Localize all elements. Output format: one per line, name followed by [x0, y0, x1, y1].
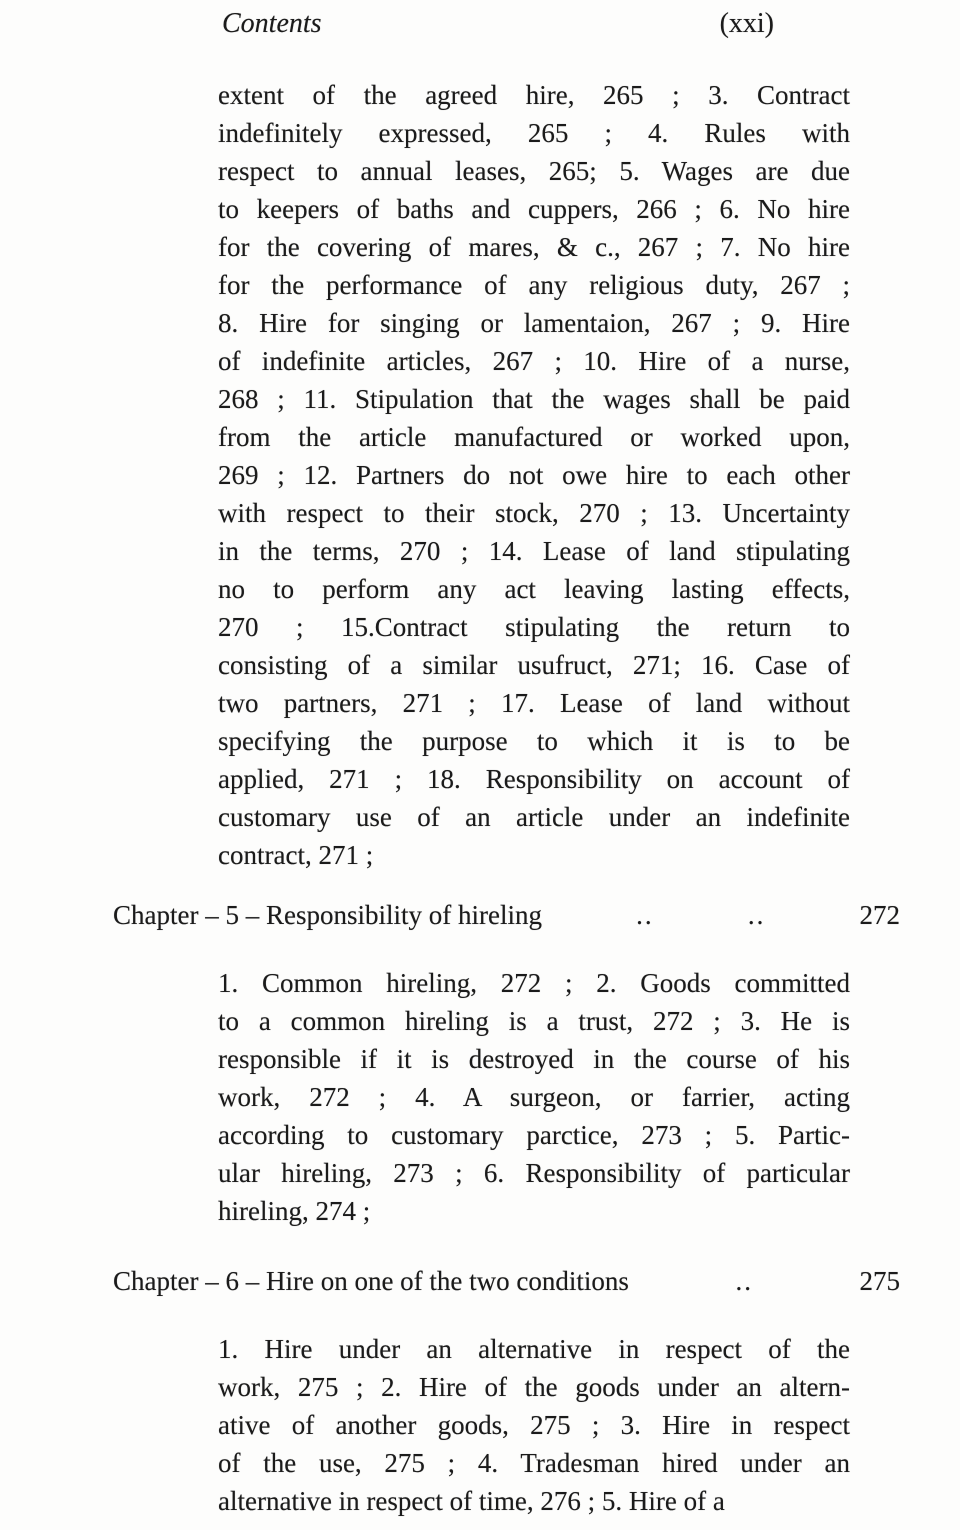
toc-line: work, 272 ; 4. A surgeon, or farrier, acting — [218, 1082, 850, 1112]
toc-line: 270 ; 15.Contract stipulating the return to — [218, 612, 850, 642]
toc-line: hireling, 274 ; — [218, 1196, 371, 1226]
toc-line: indefinitely expressed, 265 ; 4. Rules with — [218, 118, 850, 148]
chapter-6-page-number: 275 — [859, 1266, 900, 1296]
toc-line: for the performance of any religious duty, 267 ; — [218, 270, 850, 300]
toc-line: specifying the purpose to which it is to be — [218, 726, 850, 756]
toc-line: consisting of a similar usufruct, 271; 16. Case of — [218, 650, 850, 680]
running-title: Contents — [222, 8, 322, 39]
toc-line: two partners, 271 ; 17. Lease of land without — [218, 688, 850, 718]
chapter-6-entry — [113, 1262, 900, 1300]
toc-line: according to customary parctice, 273 ; 5. Partic- — [218, 1120, 850, 1150]
chapter-6-title: Chapter – 6 – Hire on one of the two conditions — [113, 1266, 629, 1296]
toc-line: extent of the agreed hire, 265 ; 3. Contract — [218, 80, 850, 110]
toc-line: of the use, 275 ; 4. Tradesman hired under an — [218, 1448, 850, 1478]
leader-dot-group: .. — [747, 900, 766, 930]
page-header — [222, 0, 774, 42]
leader-dot-group: .. — [735, 1266, 753, 1296]
toc-paragraph-chapter6-sections — [218, 1330, 850, 1520]
toc-line: with respect to their stock, 270 ; 13. Uncertainty — [218, 498, 850, 528]
toc-line: to a common hireling is a trust, 272 ; 3. He is — [218, 1006, 850, 1036]
toc-line: to keepers of baths and cuppers, 266 ; 6. No hire — [218, 194, 850, 224]
chapter-5-entry — [113, 896, 900, 934]
toc-line: 1. Hire under an alternative in respect of the — [218, 1334, 850, 1364]
toc-line: no to perform any act leaving lasting effects, — [218, 574, 850, 604]
folio-page-number: (xxi) — [719, 8, 774, 39]
toc-paragraph-chapter4-sections — [218, 76, 850, 874]
toc-line: ative of another goods, 275 ; 3. Hire in respect — [218, 1410, 850, 1440]
toc-line: 8. Hire for singing or lamentaion, 267 ; 9. Hire — [218, 308, 850, 338]
toc-line: from the article manufactured or worked upon, — [218, 422, 850, 452]
leader-dots — [629, 1262, 860, 1300]
leader-dot-group: .. — [636, 900, 654, 930]
toc-line: applied, 271 ; 18. Responsibility on account of — [218, 764, 850, 794]
toc-line: for the covering of mares, & c., 267 ; 7. No hire — [218, 232, 850, 262]
toc-line: 1. Common hireling, 272 ; 2. Goods committed — [218, 968, 850, 998]
toc-paragraph-chapter5-sections — [218, 964, 850, 1230]
chapter-5-page-number: 272 — [859, 900, 900, 930]
toc-line: work, 275 ; 2. Hire of the goods under an altern- — [218, 1372, 850, 1402]
toc-line: in the terms, 270 ; 14. Lease of land stipulating — [218, 536, 850, 566]
toc-line: 269 ; 12. Partners do not owe hire to each other — [218, 460, 850, 490]
toc-line: alternative in respect of time, 276 ; 5. Hire of a — [218, 1486, 725, 1516]
toc-line: ular hireling, 273 ; 6. Responsibility of particular — [218, 1158, 850, 1188]
toc-line: respect to annual leases, 265; 5. Wages are due — [218, 156, 850, 186]
toc-line: of indefinite articles, 267 ; 10. Hire of a nurse, — [218, 346, 850, 376]
toc-line: 268 ; 11. Stipulation that the wages shall be paid — [218, 384, 850, 414]
toc-line: contract, 271 ; — [218, 840, 374, 870]
chapter-5-title: Chapter – 5 – Responsibility of hireling — [113, 900, 542, 930]
leader-dots — [542, 896, 860, 934]
toc-line: customary use of an article under an indefinite — [218, 802, 850, 832]
toc-line: responsible if it is destroyed in the course of his — [218, 1044, 850, 1074]
